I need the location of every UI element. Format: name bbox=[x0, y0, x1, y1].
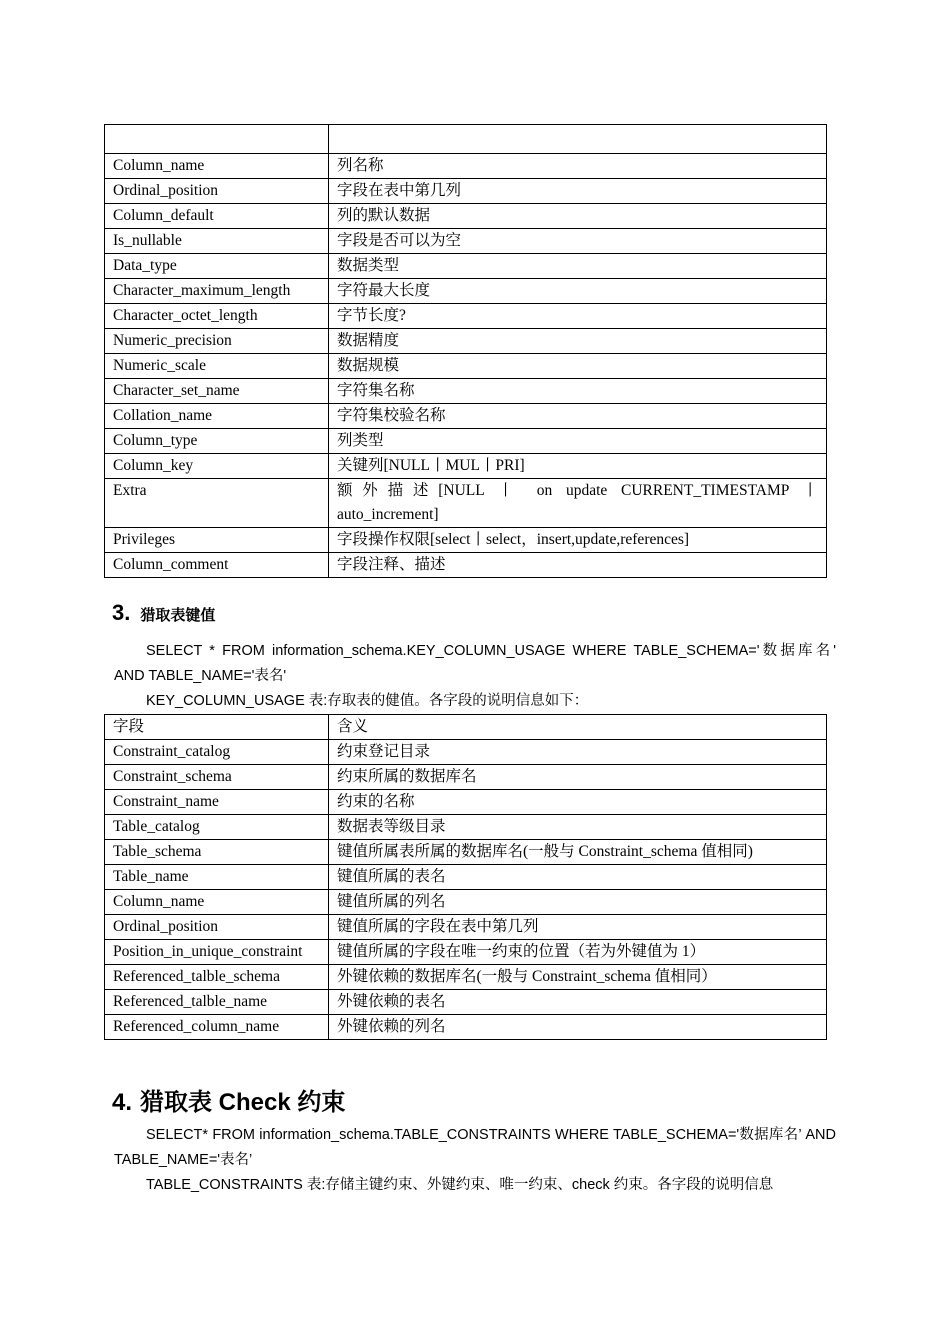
field-meaning-cell: 关键列[NULL丨MUL丨PRI] bbox=[329, 454, 827, 479]
field-meaning-cell: 字符集校验名称 bbox=[329, 404, 827, 429]
field-meaning-cell: 额外描述[NULL 丨 on update CURRENT_TIMESTAMP 丨 auto_increment] bbox=[329, 479, 827, 528]
field-meaning-cell: 键值所属表所属的数据库名(一般与 Constraint_schema 值相同) bbox=[329, 840, 827, 865]
field-name-cell: Table_catalog bbox=[105, 815, 329, 840]
section-3-heading bbox=[112, 600, 215, 626]
table-row bbox=[105, 815, 827, 840]
table-row bbox=[105, 965, 827, 990]
table-row bbox=[105, 940, 827, 965]
section-4-heading bbox=[112, 1082, 345, 1117]
field-meaning-cell: 约束登记目录 bbox=[329, 740, 827, 765]
table-row bbox=[105, 279, 827, 304]
description-text: TABLE_CONSTRAINTS 表:存储主键约束、外键约束、唯一约束、check 约束。各字段的说明信息 bbox=[146, 1177, 774, 1193]
field-meaning-cell: 字段在表中第几列 bbox=[329, 179, 827, 204]
field-meaning-cell: 数据类型 bbox=[329, 254, 827, 279]
header-cell bbox=[105, 125, 329, 154]
field-name-cell: Collation_name bbox=[105, 404, 329, 429]
field-meaning-cell: 外键依赖的列名 bbox=[329, 1015, 827, 1040]
table-row bbox=[105, 765, 827, 790]
field-name-cell: Referenced_column_name bbox=[105, 1015, 329, 1040]
table-row bbox=[105, 840, 827, 865]
field-name-cell: Constraint_name bbox=[105, 790, 329, 815]
field-meaning-cell: 字节长度? bbox=[329, 304, 827, 329]
field-name-cell: Referenced_talble_schema bbox=[105, 965, 329, 990]
field-name-cell: Referenced_talble_name bbox=[105, 990, 329, 1015]
field-meaning-cell: 约束所属的数据库名 bbox=[329, 765, 827, 790]
field-meaning-cell: 字段注释、描述 bbox=[329, 553, 827, 578]
field-name-cell: Position_in_unique_constraint bbox=[105, 940, 329, 965]
table-row bbox=[105, 204, 827, 229]
table-row bbox=[105, 354, 827, 379]
field-meaning-cell: 键值所属的字段在唯一约束的位置（若为外键值为 1） bbox=[329, 940, 827, 965]
table-row bbox=[105, 740, 827, 765]
field-name-cell: Table_name bbox=[105, 865, 329, 890]
field-name-cell: Column_key bbox=[105, 454, 329, 479]
field-name-cell: Constraint_catalog bbox=[105, 740, 329, 765]
field-name-cell: Privileges bbox=[105, 528, 329, 553]
table-header-row bbox=[105, 715, 827, 740]
key-usage-table bbox=[104, 714, 827, 1040]
table-row bbox=[105, 379, 827, 404]
table-row bbox=[105, 915, 827, 940]
field-meaning-cell: 列类型 bbox=[329, 429, 827, 454]
section-title: 猎取表 Check 约束 bbox=[140, 1089, 346, 1116]
field-name-cell: Numeric_precision bbox=[105, 329, 329, 354]
description-text: KEY_COLUMN_USAGE 表:存取表的健值。各字段的说明信息如下： bbox=[146, 693, 589, 709]
field-meaning-cell: 外键依赖的表名 bbox=[329, 990, 827, 1015]
table-row bbox=[105, 429, 827, 454]
table-row bbox=[105, 990, 827, 1015]
field-meaning-cell: 键值所属的列名 bbox=[329, 890, 827, 915]
description-paragraph bbox=[114, 689, 836, 714]
table-row bbox=[105, 528, 827, 553]
field-meaning-cell: 键值所属的表名 bbox=[329, 865, 827, 890]
field-meaning-cell: 列名称 bbox=[329, 154, 827, 179]
table-row bbox=[105, 479, 827, 528]
sql-text: SELECT * FROM information_schema.KEY_COLUMN_USAGE WHERE TABLE_SCHEMA='数据库名' AND TABLE_NAME='表名' bbox=[114, 643, 836, 684]
table-row bbox=[105, 304, 827, 329]
table-row bbox=[105, 553, 827, 578]
header-cell bbox=[329, 125, 827, 154]
table-row bbox=[105, 404, 827, 429]
table-row bbox=[105, 865, 827, 890]
field-name-cell: Column_name bbox=[105, 890, 329, 915]
header-cell: 字段 bbox=[105, 715, 329, 740]
description-paragraph bbox=[114, 1173, 838, 1198]
field-name-cell: Ordinal_position bbox=[105, 179, 329, 204]
table-row bbox=[105, 329, 827, 354]
table-row bbox=[105, 154, 827, 179]
field-meaning-cell: 字段操作权限[select丨select，insert,update,references] bbox=[329, 528, 827, 553]
table-row bbox=[105, 1015, 827, 1040]
field-name-cell: Is_nullable bbox=[105, 229, 329, 254]
table-row bbox=[105, 790, 827, 815]
sql-query bbox=[114, 639, 836, 689]
field-name-cell: Constraint_schema bbox=[105, 765, 329, 790]
section-number: 3. bbox=[112, 600, 131, 625]
field-meaning-cell: 列的默认数据 bbox=[329, 204, 827, 229]
field-name-cell: Character_set_name bbox=[105, 379, 329, 404]
field-name-cell: Extra bbox=[105, 479, 329, 528]
field-name-cell: Column_name bbox=[105, 154, 329, 179]
field-meaning-cell: 约束的名称 bbox=[329, 790, 827, 815]
field-name-cell: Column_comment bbox=[105, 553, 329, 578]
header-cell: 含义 bbox=[329, 715, 827, 740]
field-name-cell: Data_type bbox=[105, 254, 329, 279]
table-header-row bbox=[105, 125, 827, 154]
sql-text: SELECT* FROM information_schema.TABLE_CONSTRAINTS WHERE TABLE_SCHEMA='数据库名’ AND TABLE_NAME='表名’ bbox=[114, 1127, 836, 1168]
table-row bbox=[105, 229, 827, 254]
field-name-cell: Character_maximum_length bbox=[105, 279, 329, 304]
field-meaning-cell: 数据精度 bbox=[329, 329, 827, 354]
field-meaning-cell: 外键依赖的数据库名(一般与 Constraint_schema 值相同） bbox=[329, 965, 827, 990]
columns-table bbox=[104, 124, 827, 578]
field-meaning-cell: 键值所属的字段在表中第几列 bbox=[329, 915, 827, 940]
field-name-cell: Numeric_scale bbox=[105, 354, 329, 379]
sql-query bbox=[114, 1123, 836, 1173]
field-meaning-cell: 字符最大长度 bbox=[329, 279, 827, 304]
field-meaning-cell: 字符集名称 bbox=[329, 379, 827, 404]
table-row bbox=[105, 454, 827, 479]
table-row bbox=[105, 254, 827, 279]
section-number: 4. bbox=[112, 1089, 133, 1116]
field-meaning-cell: 数据规模 bbox=[329, 354, 827, 379]
field-name-cell: Character_octet_length bbox=[105, 304, 329, 329]
section-title: 猎取表键值 bbox=[140, 607, 216, 624]
field-name-cell: Table_schema bbox=[105, 840, 329, 865]
table-row bbox=[105, 890, 827, 915]
field-meaning-cell: 字段是否可以为空 bbox=[329, 229, 827, 254]
field-name-cell: Ordinal_position bbox=[105, 915, 329, 940]
field-meaning-cell: 数据表等级目录 bbox=[329, 815, 827, 840]
field-name-cell: Column_default bbox=[105, 204, 329, 229]
table-row bbox=[105, 179, 827, 204]
field-name-cell: Column_type bbox=[105, 429, 329, 454]
